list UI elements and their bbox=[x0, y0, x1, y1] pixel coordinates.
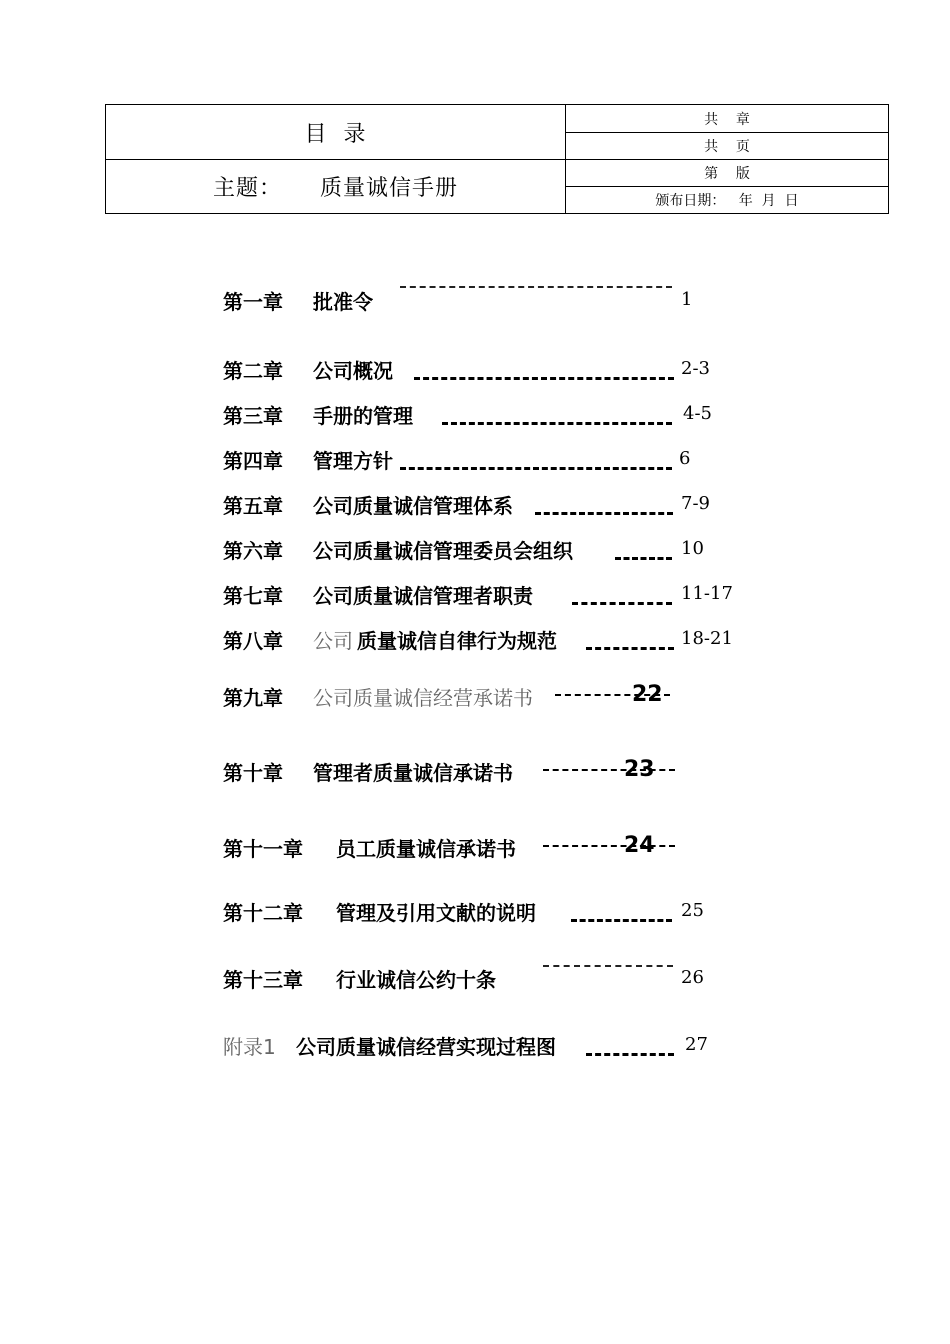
toc-leader-dots bbox=[400, 467, 672, 470]
toc-entry[interactable] bbox=[0, 1031, 950, 1061]
toc-entry[interactable] bbox=[0, 400, 950, 430]
toc-chapter: 第五章 bbox=[223, 494, 283, 518]
toc-page: 4-5 bbox=[683, 403, 712, 424]
toc-chapter: 第十二章 bbox=[223, 901, 303, 925]
header-table bbox=[105, 104, 889, 214]
toc-chapter: 第十一章 bbox=[223, 837, 303, 861]
toc-leader-dots bbox=[543, 965, 673, 967]
toc-page: 23 bbox=[624, 757, 655, 782]
toc-title: 公司质量诚信管理委员会组织 bbox=[313, 539, 573, 563]
toc-entry[interactable] bbox=[0, 625, 950, 655]
toc-entry[interactable] bbox=[0, 964, 950, 994]
toc-title: 管理及引用文献的说明 bbox=[336, 901, 536, 925]
toc-chapter: 第三章 bbox=[223, 404, 283, 428]
toc-entry[interactable] bbox=[0, 897, 950, 927]
edition-text: 第 版 bbox=[704, 166, 750, 182]
toc-entry[interactable] bbox=[0, 490, 950, 520]
issue-date bbox=[566, 187, 888, 213]
toc-chapter: 第四章 bbox=[223, 449, 283, 473]
toc-chapter: 第一章 bbox=[223, 290, 283, 314]
subject-row bbox=[106, 160, 565, 213]
pages-total-text: 共 页 bbox=[704, 139, 750, 155]
toc-title-prefix: 公司 bbox=[313, 629, 353, 653]
toc-entry[interactable] bbox=[0, 757, 950, 787]
toc-page: 27 bbox=[685, 1034, 708, 1055]
toc-page: 18-21 bbox=[681, 628, 733, 649]
toc-title: 质量诚信自律行为规范 bbox=[357, 629, 557, 653]
toc-chapter: 第九章 bbox=[223, 686, 283, 710]
pages-total bbox=[566, 133, 888, 159]
toc-leader-dots bbox=[400, 286, 672, 288]
toc-page: 10 bbox=[681, 538, 704, 559]
toc-title: 公司质量诚信经营承诺书 bbox=[313, 686, 533, 710]
subject-value: 质量诚信手册 bbox=[320, 176, 459, 201]
chapters-total-text: 共 章 bbox=[704, 111, 750, 128]
toc-leader-dots bbox=[442, 422, 672, 425]
toc-chapter: 第十章 bbox=[223, 761, 283, 785]
toc-page: 6 bbox=[679, 448, 691, 469]
edition bbox=[566, 160, 888, 186]
toc-title: 管理方针 bbox=[313, 449, 393, 473]
toc-entry[interactable] bbox=[0, 445, 950, 475]
toc-title: 公司概况 bbox=[313, 359, 393, 383]
toc-page: 7-9 bbox=[681, 493, 710, 514]
document-title bbox=[106, 105, 565, 159]
toc-title: 管理者质量诚信承诺书 bbox=[313, 761, 513, 785]
toc-entry[interactable] bbox=[0, 580, 950, 610]
toc-leader-dots bbox=[414, 377, 674, 380]
toc-entry[interactable] bbox=[0, 833, 950, 863]
toc-title: 公司质量诚信管理者职责 bbox=[313, 584, 533, 608]
toc-page: 26 bbox=[681, 967, 704, 988]
toc-entry[interactable] bbox=[0, 682, 950, 712]
toc-leader-dots bbox=[586, 1053, 674, 1056]
toc-leader-dots bbox=[572, 602, 672, 605]
toc-title: 手册的管理 bbox=[313, 404, 413, 428]
toc-chapter: 附录1 bbox=[223, 1035, 276, 1059]
chapters-total bbox=[566, 105, 888, 132]
subject-label: 主题： bbox=[212, 176, 282, 201]
toc-title: 员工质量诚信承诺书 bbox=[336, 837, 516, 861]
toc-chapter: 第二章 bbox=[223, 359, 283, 383]
document-title-text: 目 录 bbox=[304, 121, 367, 147]
toc-chapter: 第七章 bbox=[223, 584, 283, 608]
toc-entry[interactable] bbox=[0, 286, 950, 316]
toc-title: 公司质量诚信经营实现过程图 bbox=[296, 1035, 556, 1059]
toc-leader-dots bbox=[535, 512, 673, 515]
toc-leader-dots bbox=[571, 919, 672, 922]
toc-page: 25 bbox=[681, 900, 704, 921]
toc-page: 11-17 bbox=[681, 583, 733, 604]
toc-leader-dots bbox=[543, 845, 675, 847]
toc-page: 2-3 bbox=[681, 358, 710, 379]
toc-entry[interactable] bbox=[0, 355, 950, 385]
toc-page: 24 bbox=[624, 833, 655, 858]
toc-entry[interactable] bbox=[0, 535, 950, 565]
toc-title: 行业诚信公约十条 bbox=[336, 968, 496, 992]
toc-title: 批准令 bbox=[313, 290, 373, 314]
issue-date-text: 颁布日期： 年 月 日 bbox=[655, 193, 799, 209]
toc-page: 1 bbox=[681, 289, 693, 310]
toc-leader-dots bbox=[586, 647, 674, 650]
toc-title: 公司质量诚信管理体系 bbox=[313, 494, 513, 518]
toc-chapter: 第八章 bbox=[223, 629, 283, 653]
toc-chapter: 第十三章 bbox=[223, 968, 303, 992]
toc-leader-dots bbox=[615, 557, 672, 560]
toc-chapter: 第六章 bbox=[223, 539, 283, 563]
toc-page: 22 bbox=[632, 682, 663, 707]
toc-leader-dots bbox=[543, 769, 675, 771]
